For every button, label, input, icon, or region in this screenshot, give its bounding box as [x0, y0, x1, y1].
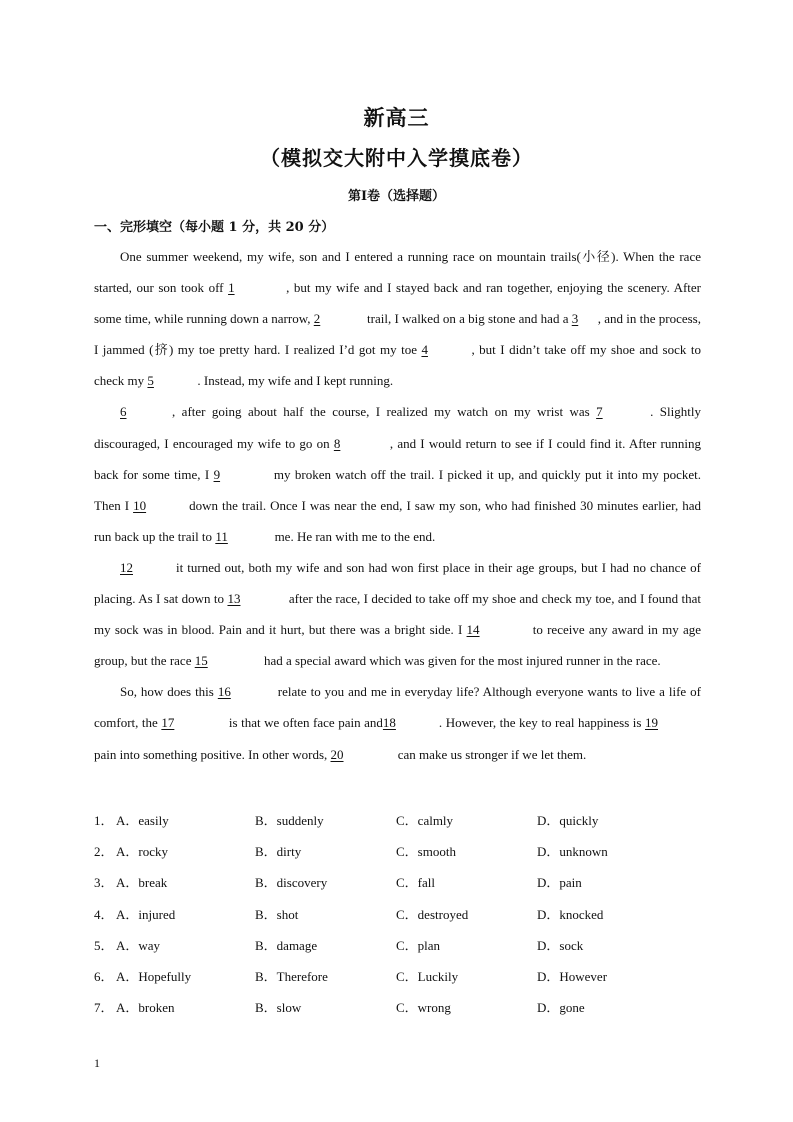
option-d: D．sock	[537, 937, 584, 953]
question-number: 3．	[94, 875, 114, 891]
blank-6: 6	[120, 404, 127, 420]
passage-paragraph-2	[94, 396, 701, 551]
blank-9: 9	[213, 466, 221, 482]
option-d: D．pain	[537, 875, 582, 891]
question-row	[94, 864, 701, 895]
section-heading: 一、完形填空（每小题 1 分，共 20 分）	[94, 220, 335, 235]
blank-10: 10	[133, 497, 147, 513]
passage-text: had a special award which was given for the most injured runner in the race.	[260, 653, 661, 669]
blank-14: 14	[466, 622, 480, 638]
passage-text: One summer weekend, my wife, son and I entered a running race on mountain trails(小径). When the race started, our son took off	[94, 249, 701, 296]
passage-text: , and I would return to see if I could find it. After running back for some time, I	[94, 435, 701, 482]
blank-15: 15	[194, 653, 208, 669]
passage-text: . Instead, my wife and I kept running.	[197, 373, 394, 389]
option-d: D．unknown	[537, 844, 608, 860]
volume-heading: 第Ⅰ卷（选择题）	[347, 189, 446, 204]
blank-3: 3	[571, 311, 579, 327]
passage-text: So, how does this	[120, 684, 218, 700]
option-b: B．Therefore	[255, 968, 328, 984]
option-b: B．shot	[255, 906, 299, 922]
option-c: C．destroyed	[396, 906, 469, 922]
option-a: A．broken	[116, 1000, 175, 1016]
blank-17: 17	[161, 715, 175, 731]
passage-text: , after going about half the course, I realized my watch on my wrist was	[172, 404, 597, 420]
option-a: A．rocky	[116, 844, 168, 860]
blank-19: 19	[645, 715, 658, 731]
question-row	[94, 896, 701, 927]
option-c: C．fall	[396, 875, 435, 891]
question-number: 7．	[94, 1000, 114, 1016]
question-row	[94, 833, 701, 864]
passage-text: after the race, I decided to take off my shoe and check my toe, and I found that my sock was in blood. Pain and it hurt, but there was a bright side. I	[94, 591, 701, 638]
question-row	[94, 802, 701, 833]
option-d: D．knocked	[537, 906, 604, 922]
passage-paragraph-4	[94, 676, 701, 769]
option-d: D．quickly	[537, 813, 599, 828]
blank-13: 13	[227, 591, 241, 607]
option-a: A．easily	[116, 813, 169, 828]
exam-title: 新高三	[363, 105, 430, 130]
question-row	[94, 958, 701, 989]
question-options	[94, 802, 701, 1020]
page-number: 1	[94, 1056, 100, 1070]
passage-text: trail, I walked on a big stone and had a	[363, 311, 572, 327]
option-a: A．break	[116, 875, 168, 891]
passage-text: down the trail. Once I was near the end, I saw my son, who had finished 30 minutes earlier, had run back up the trail to	[94, 497, 701, 544]
exam-subtitle: （模拟交大附中入学摸底卷）	[260, 146, 533, 170]
option-c: C．smooth	[396, 844, 456, 860]
passage-text: pain into something positive. In other words,	[94, 746, 331, 762]
option-c: C．calmly	[396, 813, 454, 828]
question-row	[94, 927, 701, 958]
passage-text: , but I didn’t take off my shoe and sock to check my	[94, 342, 701, 389]
passage-paragraph-3	[94, 552, 701, 676]
blank-12: 12	[120, 559, 133, 575]
passage-text: my broken watch off the trail. I picked it up, and quickly put it into my pocket. Then I	[94, 466, 701, 513]
passage-text: . Slightly discouraged, I encouraged my wife to go on	[94, 404, 701, 451]
passage-text: . However, the key to real happiness is	[438, 715, 645, 731]
option-d: D．gone	[537, 1000, 585, 1016]
option-a: A．injured	[116, 906, 176, 922]
passage-text: to receive any award in my age group, but the race	[94, 622, 701, 669]
passage-text: it turned out, both my wife and son had won first place in their age groups, but I had no chance of placing. As I sat down to	[94, 559, 701, 607]
blank-20: 20	[330, 746, 344, 762]
blank-4: 4	[421, 342, 428, 358]
option-c: C．wrong	[396, 1000, 451, 1016]
cloze-passage	[94, 241, 701, 770]
option-c: C．plan	[396, 937, 441, 953]
passage-paragraph-1	[94, 241, 701, 396]
question-row	[94, 989, 701, 1020]
passage-text: is that we often face pain and	[225, 715, 383, 731]
question-number: 1．	[94, 813, 114, 828]
option-a: A．way	[116, 937, 161, 953]
option-d: D．However	[537, 968, 608, 984]
option-b: B．damage	[255, 937, 318, 953]
blank-8: 8	[333, 435, 341, 451]
blank-11: 11	[215, 528, 228, 544]
blank-1: 1	[228, 280, 235, 296]
blank-5: 5	[147, 373, 154, 389]
question-number: 2．	[94, 844, 114, 860]
option-b: B．dirty	[255, 844, 302, 860]
passage-text: , and in the process, I jammed (挤) my toe pretty hard. I realized I’d got my toe	[94, 311, 701, 358]
blank-7: 7	[596, 404, 603, 420]
question-number: 4．	[94, 906, 114, 922]
option-a: A．Hopefully	[116, 968, 192, 984]
passage-text: relate to you and me in everyday life? Although everyone wants to live a life of comfort, the	[94, 684, 701, 731]
passage-text: me. He ran with me to the end.	[271, 528, 436, 544]
blank-16: 16	[217, 684, 231, 700]
question-number: 5．	[94, 937, 114, 953]
option-b: B．discovery	[255, 875, 328, 891]
option-c: C．Luckily	[396, 968, 459, 984]
passage-text: can make us stronger if we let them.	[394, 746, 587, 762]
option-b: B．slow	[255, 1000, 302, 1016]
passage-text: , but my wife and I stayed back and ran together, enjoying the scenery. After some time, while running down a narrow,	[94, 280, 702, 327]
blank-18: 18	[382, 715, 396, 731]
blank-2: 2	[313, 311, 321, 327]
question-number: 6．	[94, 968, 114, 984]
option-b: B．suddenly	[255, 813, 324, 828]
